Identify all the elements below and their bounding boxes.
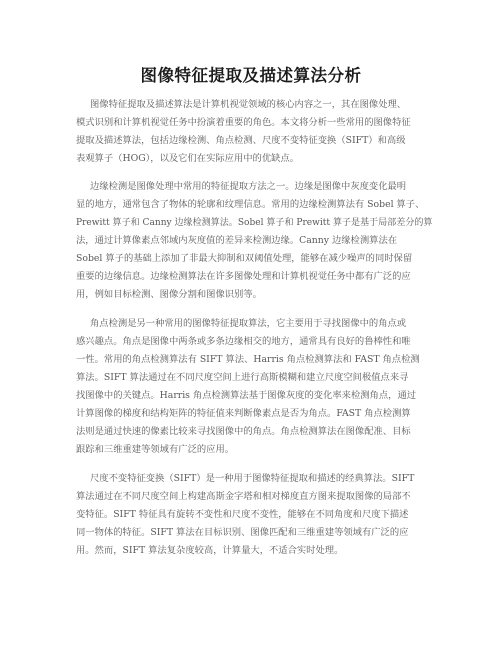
- text-line: 表观算子（HOG），以及它们在实际应用中的优缺点。: [76, 153, 300, 164]
- text-line: 感兴趣点。角点是图像中两条或多条边缘相交的地方，通常具有良好的鲁棒性和唯: [76, 336, 411, 347]
- text-line: 法，通过计算像素点邻域内灰度值的差异来检测边缘。Canny 边缘检测算法在: [76, 235, 398, 246]
- text-line: 提取及描述算法，包括边缘检测、角点检测、尺度不变特征变换（SIFT）和高级: [76, 135, 406, 146]
- text-line: 同一物体的特征。SIFT 算法在目标识别、图像匹配和三维重建等领域有广泛的应: [76, 527, 409, 538]
- text-line: 变特征。SIFT 特征具有旋转不变性和尺度不变性，能够在不同角度和尺度下描述: [76, 509, 409, 520]
- text-line: 用。然而，SIFT 算法复杂度较高，计算量大，不适合实时处理。: [76, 545, 344, 556]
- text-line: 角点检测是另一种常用的图像特征提取算法，它主要用于寻找图像中的角点或: [90, 318, 407, 329]
- text-line: 尺度不变特征变换（SIFT）是一种用于图像特征提取和描述的经典算法。SIFT: [90, 473, 415, 484]
- text-line: Sobel 算子的基础上添加了非最大抑制和双阈值处理，能够在减少噪声的同时保留: [76, 253, 413, 264]
- text-line: 边缘检测是图像处理中常用的特征提取方法之一。边缘是图像中灰度变化最明: [90, 181, 407, 192]
- text-line: 算法通过在不同尺度空间上构建高斯金字塔和相对梯度直方图来提取图像的局部不: [76, 491, 411, 502]
- text-line: 找图像中的关键点。Harris 角点检测算法基于图像灰度的变化率来检测角点，通过: [76, 390, 417, 401]
- text-line: 图像特征提取及描述算法是计算机视觉领域的核心内容之一，其在图像处理、: [90, 99, 407, 110]
- text-line: 算法。SIFT 算法通过在不同尺度空间上进行高斯模糊和建立尺度空间极值点来寻: [76, 372, 409, 383]
- document-title: 图像特征提取及描述算法分析: [140, 66, 362, 85]
- text-line: 模式识别和计算机视觉任务中扮演着重要的角色。本文将分析一些常用的图像特征: [76, 117, 411, 128]
- text-line: 显的地方，通常包含了物体的轮廓和纹理信息。常用的边缘检测算法有 Sobel 算子、: [76, 199, 425, 210]
- text-line: 计算图像的梯度和结构矩阵的特征值来判断像素点是否为角点。FAST 角点检测算: [76, 408, 411, 419]
- text-line: 用，例如目标检测、图像分割和图像识别等。: [76, 289, 262, 300]
- text-line: Prewitt 算子和 Canny 边缘检测算法。Sobel 算子和 Prewitt 算子是基于局部差分的算: [76, 217, 433, 228]
- text-line: 跟踪和三维重建等领域有广泛的应用。: [76, 444, 235, 455]
- text-line: 法则是通过快速的像素比较来寻找图像中的角点。角点检测算法在图像配准、目标: [76, 426, 411, 437]
- text-line: 重要的边缘信息。边缘检测算法在许多图像处理和计算机视觉任务中都有广泛的应: [76, 271, 411, 282]
- text-line: 一性。常用的角点检测算法有 SIFT 算法、Harris 角点检测算法和 FAST 角点检测: [76, 354, 420, 365]
